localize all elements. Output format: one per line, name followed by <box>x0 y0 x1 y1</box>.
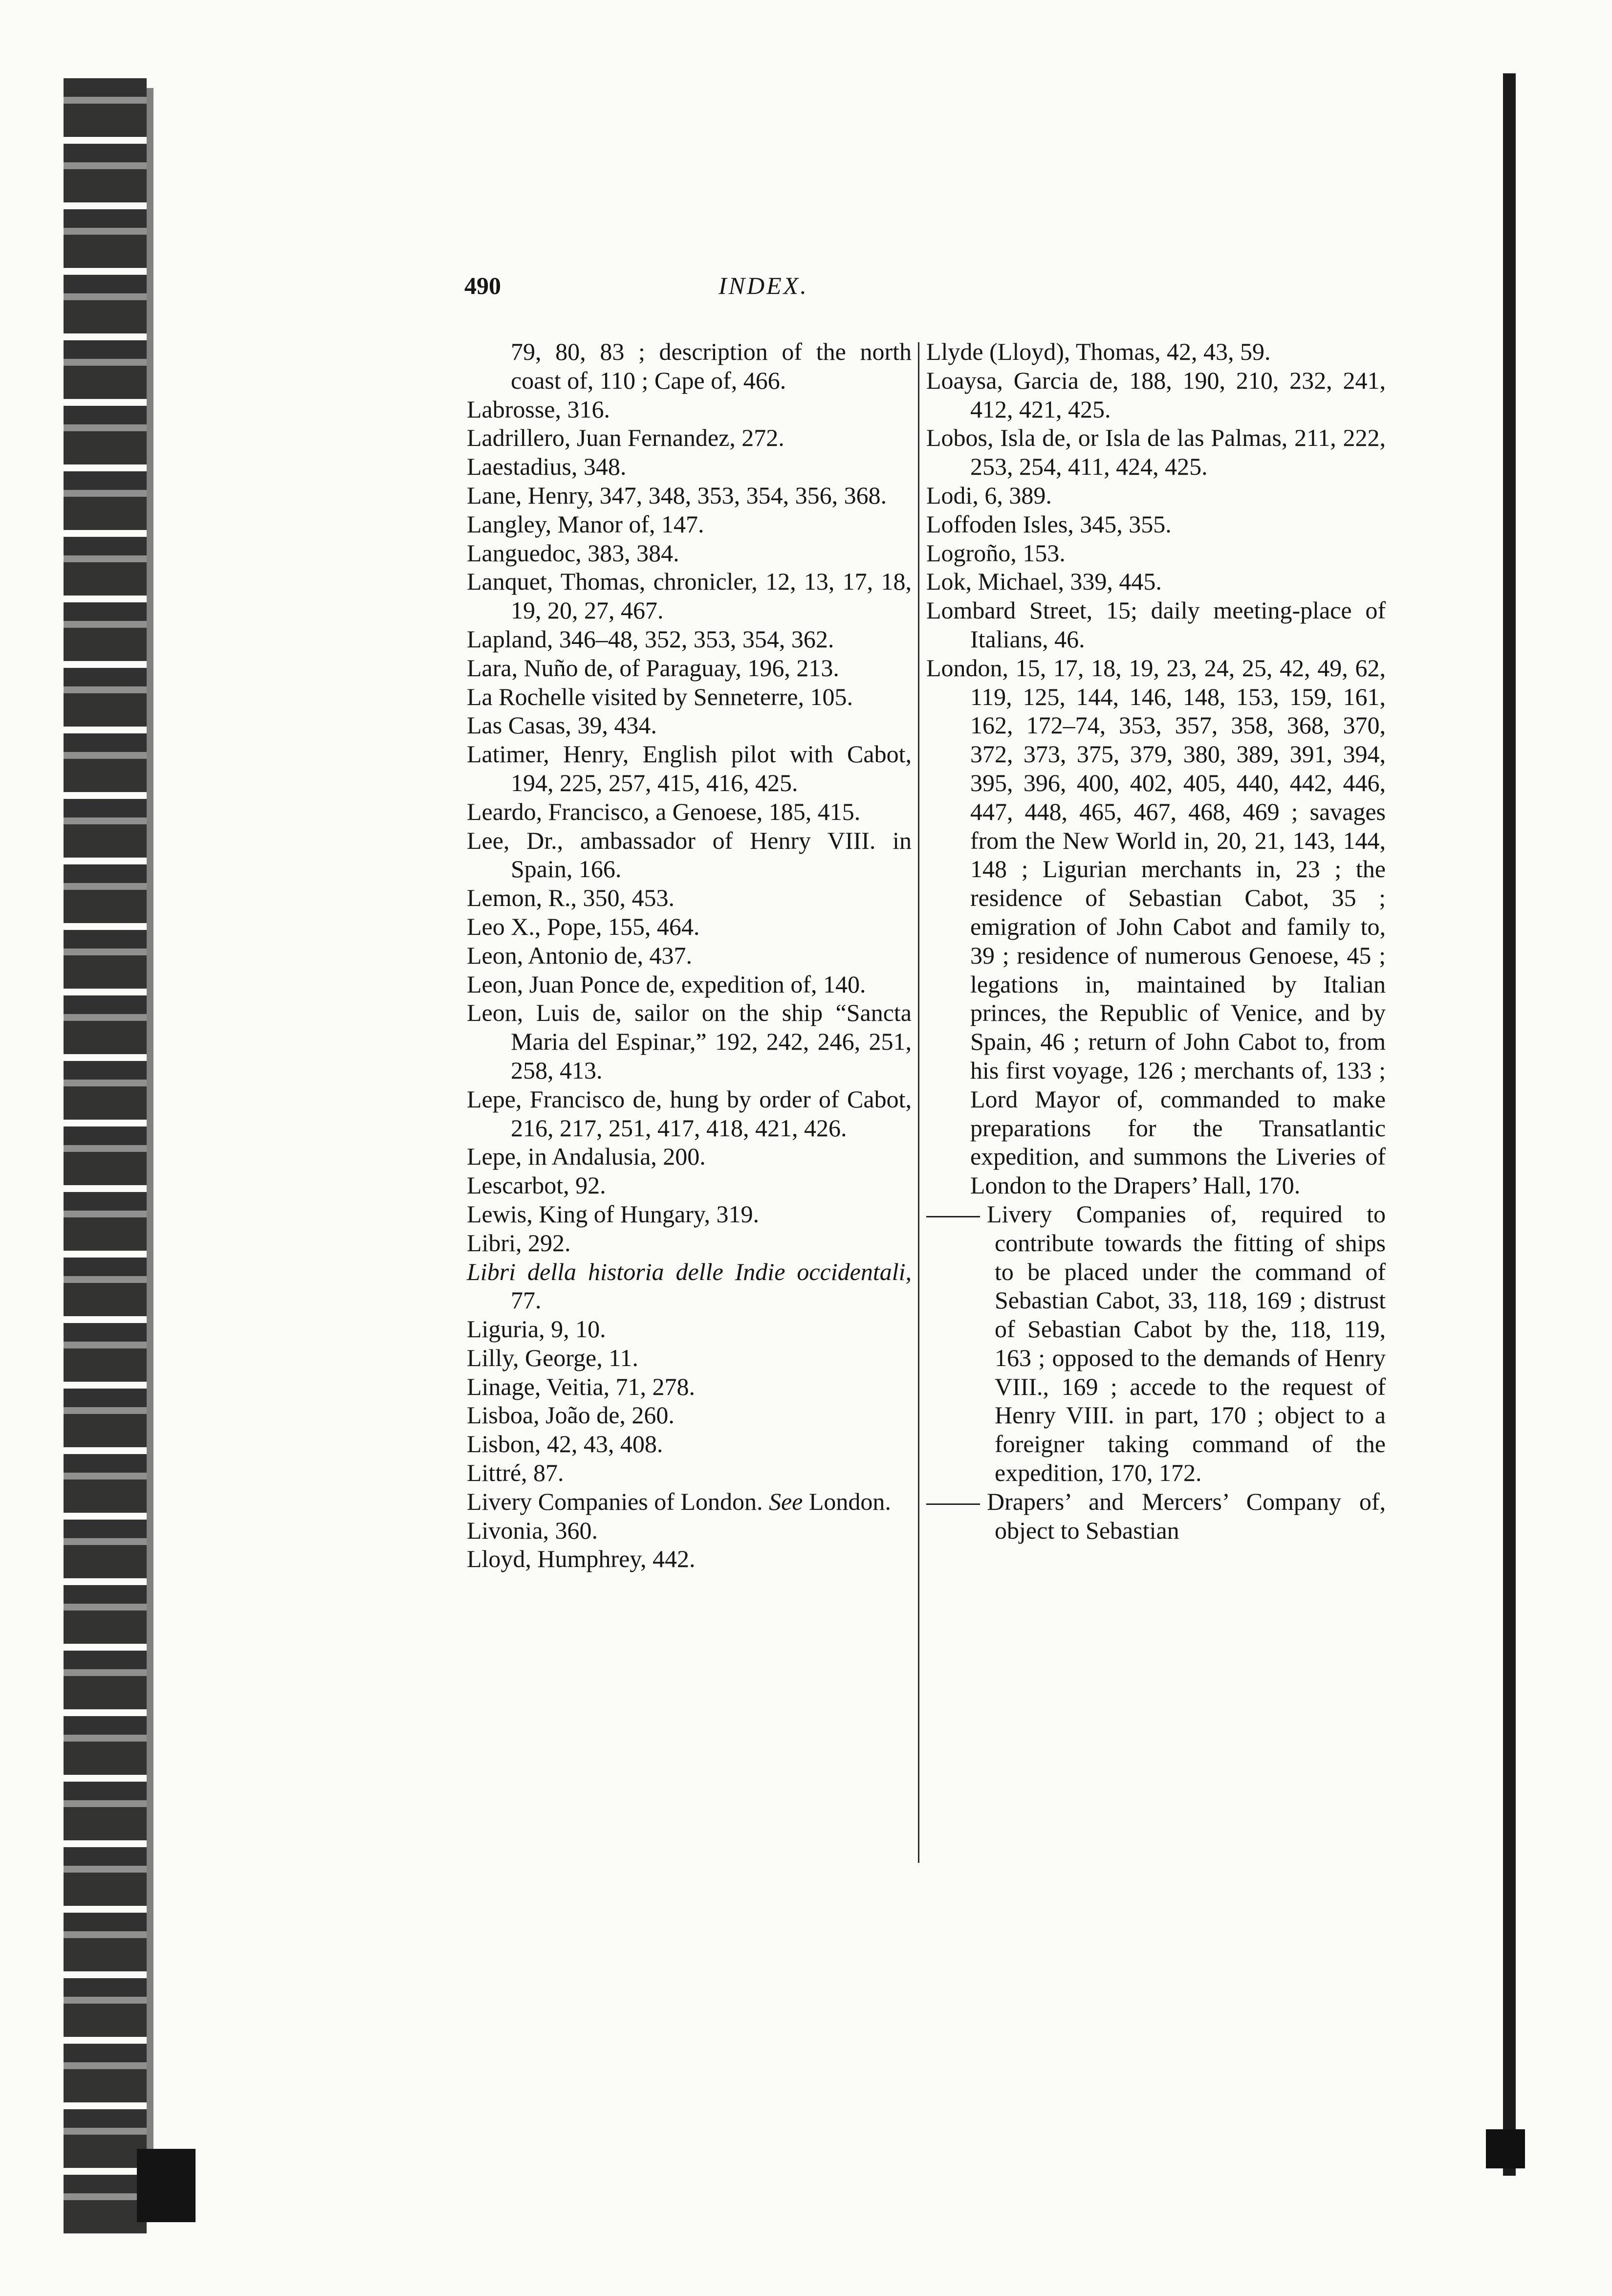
index-entry: Lara, Nuño de, of Paraguay, 196, 213. <box>467 654 839 682</box>
index-entry: Liguria, 9, 10. <box>467 1315 606 1343</box>
index-entry: Lane, Henry, 347, 348, 353, 354, 356, 368. <box>467 481 887 509</box>
index-column-right <box>926 337 1386 1545</box>
see-reference: See <box>762 1487 803 1515</box>
index-entry: Leon, Luis de, sailor on the ship “Sancta Maria del Espinar,” 192, 242, 246, 251, 258, 413. <box>467 999 912 1084</box>
subentry-dash <box>926 1503 980 1505</box>
index-entry: Lee, Dr., ambassador of Henry VIII. in Spain, 166. <box>467 826 912 883</box>
index-entry: Labrosse, 316. <box>467 395 610 423</box>
index-entry: Lok, Michael, 339, 445. <box>926 568 1162 596</box>
index-subentry <box>926 1200 1386 1487</box>
index-entry: Leardo, Francisco, a Genoese, 185, 415. <box>467 797 861 825</box>
index-entry: Languedoc, 383, 384. <box>467 539 679 567</box>
index-entry: La Rochelle visited by Senneterre, 105. <box>467 683 853 710</box>
index-entry: Lepe, Francisco de, hung by order of Cabot, 216, 217, 251, 417, 418, 421, 426. <box>467 1085 912 1142</box>
scan-edge-right <box>1503 73 1516 2176</box>
index-entry: Lloyd, Humphrey, 442. <box>467 1545 696 1573</box>
page-title: INDEX. <box>719 272 808 299</box>
index-entry: Livonia, 360. <box>467 1516 598 1544</box>
index-subentry <box>926 1487 1386 1545</box>
subentry-dash <box>926 1216 980 1217</box>
index-entry: Lisboa, João de, 260. <box>467 1401 675 1429</box>
index-entry-continuation: 79, 80, 83 ; description of the north coast of, 110 ; Cape of, 466. <box>511 338 912 394</box>
index-column-left <box>467 337 912 1573</box>
index-entry: Leon, Juan Ponce de, expedition of, 140. <box>467 970 866 998</box>
index-entry: Langley, Manor of, 147. <box>467 510 704 538</box>
scan-edge-left-shadow <box>147 88 153 2190</box>
scan-edge-left-foot <box>137 2149 196 2222</box>
index-entry: Las Casas, 39, 434. <box>467 711 657 739</box>
index-entry: Loffoden Isles, 345, 355. <box>926 510 1172 538</box>
index-entry: Lepe, in Andalusia, 200. <box>467 1143 706 1170</box>
page-number: 490 <box>464 272 501 299</box>
page-header <box>464 271 1012 306</box>
entry-text: Livery Companies of London. <box>467 1487 763 1515</box>
index-entry: Lapland, 346–48, 352, 353, 354, 362. <box>467 625 834 653</box>
index-entry: Lilly, George, 11. <box>467 1344 638 1371</box>
see-target: London. <box>803 1487 891 1515</box>
column-divider <box>918 342 919 1863</box>
index-entry: Lescarbot, 92. <box>467 1171 606 1199</box>
index-entry: Lemon, R., 350, 453. <box>467 884 675 912</box>
index-entry <box>467 1487 912 1516</box>
scan-edge-left <box>64 78 147 2239</box>
index-entry <box>467 1258 912 1315</box>
index-entry: Latimer, Henry, English pilot with Cabot, 194, 225, 257, 415, 416, 425. <box>467 740 912 796</box>
index-entry: Lewis, King of Hungary, 319. <box>467 1200 760 1228</box>
index-entry: Libri, 292. <box>467 1229 571 1257</box>
index-entry: Lobos, Isla de, or Isla de las Palmas, 211, 222, 253, 254, 411, 424, 425. <box>926 424 1386 481</box>
entry-title-italic: Libri della historia delle Indie occidentali, <box>467 1258 912 1285</box>
index-entry: Lombard Street, 15; daily meeting-place of Italians, 46. <box>926 596 1386 653</box>
index-entry: Logroño, 153. <box>926 539 1066 567</box>
entry-pages: 77. <box>511 1286 542 1314</box>
index-entry: Leon, Antonio de, 437. <box>467 941 693 969</box>
index-entry: Leo X., Pope, 155, 464. <box>467 912 700 940</box>
scan-edge-right-foot <box>1486 2129 1525 2168</box>
index-entry: Ladrillero, Juan Fernandez, 272. <box>467 424 784 452</box>
index-entry: London, 15, 17, 18, 19, 23, 24, 25, 42, 49, 62, 119, 125, 144, 146, 148, 153, 159, 161, 162, 172–74, 353, 357, 358, 368, 370, 372, 373, 375, 379, 380, 389, 391, 394, 395, 396, 400, 402, 405, 440, 442, 446, 447, 448, 465, 467, 468, 469 ; savages from the New World in, 20, 21, 143, 144, 148 ; Ligurian merchants in, 23 ; the residence of Sebastian Cabot, 35 ; emigration of John Cabot and family to, 39 ; residence of numerous Genoese, 45 ; legations in, maintained by Italian princes, the Republic of Venice, and by Spain, 46 ; return of John Cabot to, from his first voyage, 126 ; merchants of, 133 ; Lord Mayor of, commanded to make preparations for the Transatlantic expedition, and summons the Liveries of London to the Drapers’ Hall, 170. <box>926 654 1386 1199</box>
index-entry: Linage, Veitia, 71, 278. <box>467 1372 696 1400</box>
index-entry: Lisbon, 42, 43, 408. <box>467 1430 663 1458</box>
index-entry: Littré, 87. <box>467 1459 564 1487</box>
index-entry: Llyde (Lloyd), Thomas, 42, 43, 59. <box>926 338 1271 365</box>
index-entry: Laestadius, 348. <box>467 453 627 481</box>
index-entry: Lanquet, Thomas, chronicler, 12, 13, 17, 18, 19, 20, 27, 467. <box>467 568 912 624</box>
index-entry: Lodi, 6, 389. <box>926 481 1052 509</box>
subentry-text: Livery Companies of, required to contribute towards the fitting of ships to be placed under the command of Sebastian Cabot, 33, 118, 169 ; distrust of Sebastian Cabot by the, 118, 119, 163 ; opposed to the demands of Henry VIII., 169 ; accede to the request of Henry VIII. in part, 170 ; object to a foreigner taking command of the expedition, 170, 172. <box>987 1200 1386 1487</box>
subentry-text: Drapers’ and Mercers’ Company of, object to Sebastian <box>987 1487 1386 1544</box>
index-entry: Loaysa, Garcia de, 188, 190, 210, 232, 241, 412, 421, 425. <box>926 366 1386 423</box>
